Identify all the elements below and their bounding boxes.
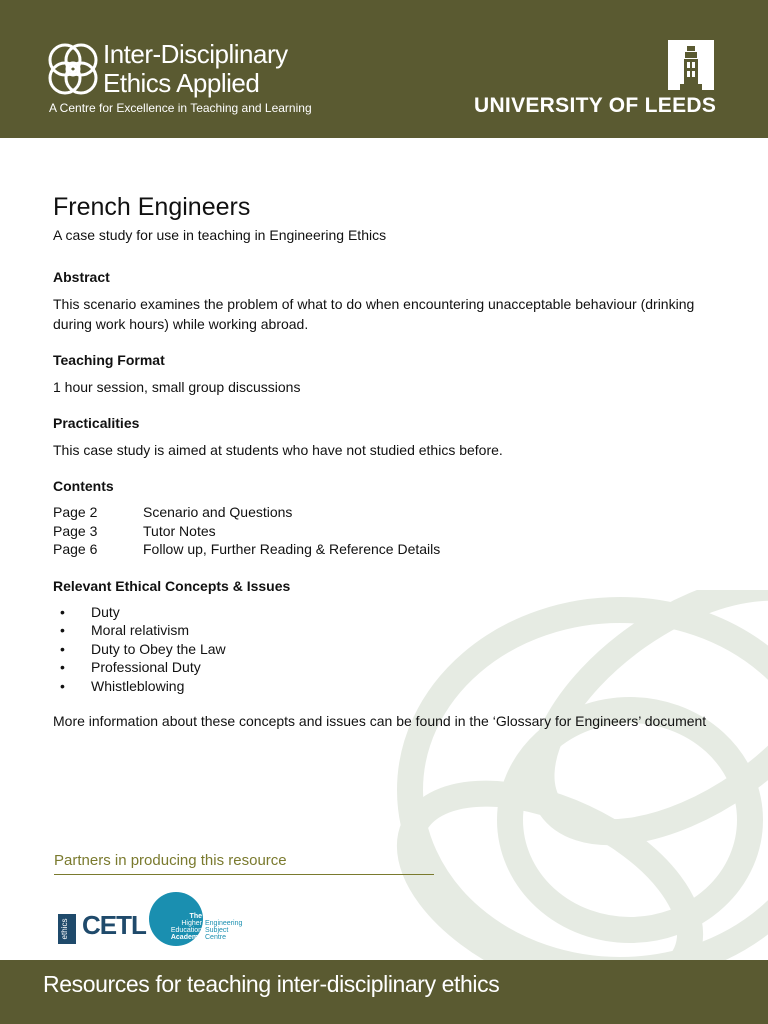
contents-item: Follow up, Further Reading & Reference Details xyxy=(143,541,441,557)
university-name: UNIVERSITY OF LEEDS xyxy=(474,94,717,117)
svg-text:Higher: Higher xyxy=(181,920,202,927)
contents-page: Page 6 xyxy=(53,541,98,557)
concept-label: Moral relativism xyxy=(91,622,190,638)
practicalities-text: This case study is aimed at students who have not studied ethics before. xyxy=(53,442,503,458)
contents-item: Tutor Notes xyxy=(143,523,216,539)
contents-heading: Contents xyxy=(53,478,114,494)
contents-row xyxy=(53,541,440,557)
svg-text:ethics: ethics xyxy=(60,918,69,940)
concept-label: Duty xyxy=(91,604,120,620)
contents-item: Scenario and Questions xyxy=(143,504,293,520)
brand-name-line1: Inter-Disciplinary xyxy=(103,39,288,69)
document-subtitle: A case study for use in teaching in Engineering Ethics xyxy=(53,227,387,243)
abstract-text: This scenario examines the problem of what to do when encountering unacceptable behaviour (drinking during work hours) while working abroad. xyxy=(53,296,695,332)
practicalities-heading: Practicalities xyxy=(53,415,140,431)
concept-list-item: • Duty xyxy=(60,604,120,620)
contents-page: Page 2 xyxy=(53,504,98,520)
watermark-knot-graphic xyxy=(370,590,768,960)
concept-label: Professional Duty xyxy=(91,659,201,675)
concept-list-item: • Professional Duty xyxy=(60,659,201,675)
parkinson-tower-icon xyxy=(668,40,714,90)
footer-text: Resources for teaching inter-disciplinary ethics xyxy=(43,971,500,997)
svg-text:Academy: Academy xyxy=(170,934,202,941)
more-info-text: More information about these concepts and issues can be found in the ‘Glossary for Engineers’ document xyxy=(53,713,707,729)
concept-list-item: • Moral relativism xyxy=(60,622,190,638)
hea-engineering-logo xyxy=(149,890,249,950)
concept-list-item: • Whistleblowing xyxy=(60,678,185,694)
ethics-vertical-label xyxy=(58,914,78,944)
contents-row xyxy=(53,523,216,539)
abstract-heading: Abstract xyxy=(53,269,110,285)
contents-page: Page 3 xyxy=(53,523,98,539)
teaching-format-text: 1 hour session, small group discussions xyxy=(53,379,301,395)
celtic-knot-icon xyxy=(46,40,100,98)
cetl-logo-text: CETL xyxy=(82,910,146,940)
partners-heading: Partners in producing this resource xyxy=(54,852,287,869)
teaching-format-heading: Teaching Format xyxy=(53,352,165,368)
concept-label: Duty to Obey the Law xyxy=(91,641,226,657)
svg-text:Subject: Subject xyxy=(205,927,229,934)
brand-tagline: A Centre for Excellence in Teaching and Learning xyxy=(49,101,312,115)
brand-name-line2: Ethics Applied xyxy=(103,68,260,98)
concept-label: Whistleblowing xyxy=(91,678,185,694)
contents-row xyxy=(53,504,292,520)
svg-text:The: The xyxy=(189,913,202,920)
partners-divider xyxy=(54,874,434,875)
svg-text:Education: Education xyxy=(170,927,202,934)
concepts-heading: Relevant Ethical Concepts & Issues xyxy=(53,578,291,594)
concept-list-item: • Duty to Obey the Law xyxy=(60,641,226,657)
svg-text:Centre: Centre xyxy=(205,934,227,941)
svg-text:Engineering: Engineering xyxy=(205,920,243,927)
document-title: French Engineers xyxy=(53,193,251,221)
